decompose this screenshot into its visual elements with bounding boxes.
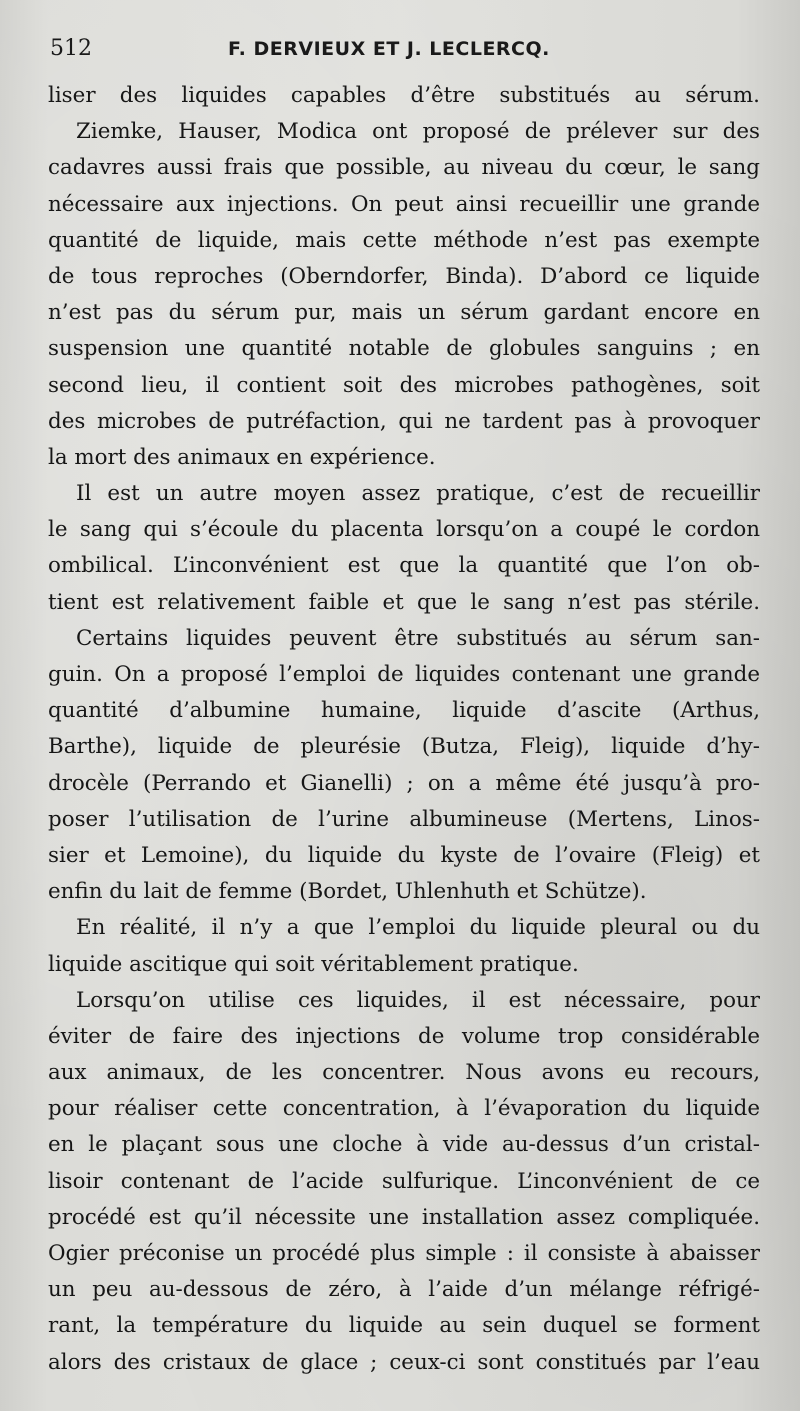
text-line: le sang qui s’écoule du placenta lorsqu’on a coupé le cordon <box>48 517 760 543</box>
text-line: En réalité, il n’y a que l’emploi du liquide pleural ou du <box>76 915 760 941</box>
text-line: pour réaliser cette concentration, à l’évaporation du liquide <box>48 1096 760 1122</box>
text-line: Ziemke, Hauser, Modica ont proposé de prélever sur des <box>76 119 760 145</box>
text-line: second lieu, il contient soit des microbes pathogènes, soit <box>48 372 760 398</box>
text-line: enfin du lait de femme (Bordet, Uhlenhuth et Schütze). <box>48 879 647 905</box>
text-line: en le plaçant sous une cloche à vide au-dessus d’un cristal- <box>48 1132 760 1158</box>
body-text <box>48 78 760 1381</box>
text-line: de tous reproches (Oberndorfer, Binda). D’abord ce liquide <box>48 263 760 289</box>
text-line: la mort des animaux en expérience. <box>48 444 436 470</box>
text-line: poser l’utilisation de l’urine albumineuse (Mertens, Linos- <box>48 806 760 832</box>
text-line: nécessaire aux injections. On peut ainsi recueillir une grande <box>48 191 760 217</box>
text-line: des microbes de putréfaction, qui ne tardent pas à provoquer <box>48 408 760 434</box>
text-line: sier et Lemoine), du liquide du kyste de l’ovaire (Fleig) et <box>48 842 760 868</box>
text-line: liquide ascitique qui soit véritablement pratique. <box>48 951 579 977</box>
text-line: tient est relativement faible et que le sang n’est pas stérile. <box>48 589 760 615</box>
text-line: aux animaux, de les concentrer. Nous avons eu recours, <box>48 1060 760 1086</box>
text-line: Barthe), liquide de pleurésie (Butza, Fleig), liquide d’hy- <box>48 734 760 760</box>
text-line: Lorsqu’on utilise ces liquides, il est nécessaire, pour <box>76 987 760 1013</box>
text-line: cadavres aussi frais que possible, au niveau du cœur, le sang <box>48 155 760 181</box>
text-line: quantité d’albumine humaine, liquide d’ascite (Arthus, <box>48 698 760 724</box>
text-line: drocèle (Perrando et Gianelli) ; on a même été jusqu’à pro- <box>48 770 760 796</box>
page-number: 512 <box>50 36 92 61</box>
text-line: quantité de liquide, mais cette méthode n’est pas exempte <box>48 227 760 253</box>
text-line: un peu au-dessous de zéro, à l’aide d’un mélange réfrigé- <box>48 1277 760 1303</box>
text-line: Ogier préconise un procédé plus simple : il consiste à abaisser <box>48 1241 760 1266</box>
text-line: ombilical. L’inconvénient est que la quantité que l’on ob- <box>48 553 760 579</box>
text-line: éviter de faire des injections de volume trop considérable <box>48 1023 760 1049</box>
page-header <box>0 36 800 76</box>
text-line: lisoir contenant de l’acide sulfurique. L’inconvénient de ce <box>48 1168 760 1194</box>
text-line: Il est un autre moyen assez pratique, c’est de recueillir <box>76 481 760 507</box>
text-line: suspension une quantité notable de globules sanguins ; en <box>48 336 760 362</box>
text-line: guin. On a proposé l’emploi de liquides contenant une grande <box>48 662 760 687</box>
text-line: rant, la température du liquide au sein duquel se forment <box>48 1313 760 1339</box>
running-head: F. DERVIEUX ET J. LECLERCQ. <box>228 38 550 60</box>
text-line: n’est pas du sérum pur, mais un sérum gardant encore en <box>48 300 760 326</box>
text-line: procédé est qu’il nécessite une installation assez compliquée. <box>48 1204 760 1230</box>
text-line: liser des liquides capables d’être substitués au sérum. <box>48 83 760 108</box>
text-line: alors des cristaux de glace ; ceux-ci sont constitués par l’eau <box>48 1349 760 1375</box>
text-line: Certains liquides peuvent être substitués au sérum san- <box>76 625 760 651</box>
